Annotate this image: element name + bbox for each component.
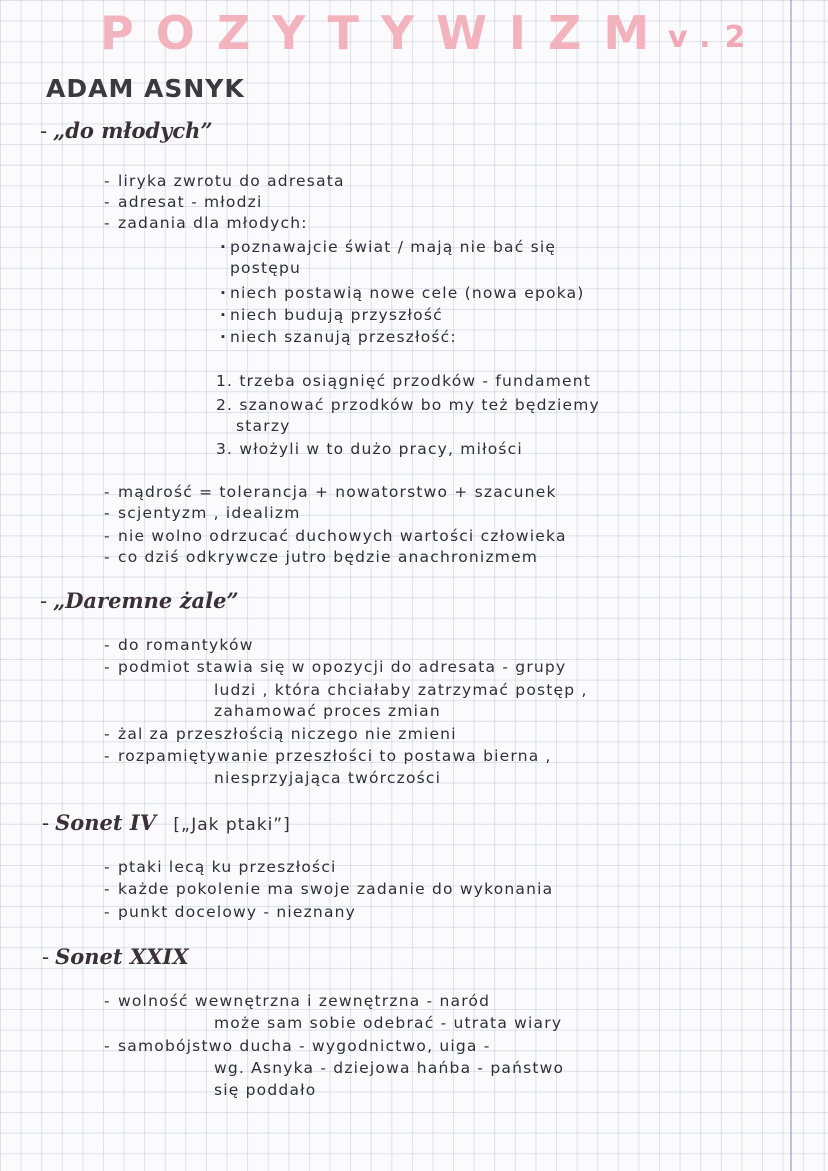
heading-text: Sonet IV (55, 810, 157, 835)
heading-text: „do młodych” (53, 118, 213, 143)
note-line: - samobójstwo ducha - wygodnictwo, uiga - (118, 1037, 491, 1055)
section-heading-sonet-iv (42, 810, 291, 835)
section-heading-sonet-xxix (42, 944, 189, 969)
note-line: - do romantyków (118, 636, 254, 654)
note-line: · niech szanują przeszłość: (230, 328, 457, 346)
note-line: może sam sobie odebrać - utrata wiary (214, 1014, 563, 1032)
dash-marker: - (40, 589, 48, 613)
page-margin-line (790, 0, 792, 1171)
dash-marker: - (42, 811, 50, 835)
note-line: - scjentyzm , idealizm (118, 504, 301, 522)
note-line: 2. szanować przodków bo my też będziemy (216, 396, 600, 414)
note-line: - adresat - młodzi (118, 193, 262, 211)
note-line: starzy (236, 417, 291, 435)
note-line: wg. Asnyka - dziejowa hańba - państwo (214, 1059, 565, 1077)
note-line: - liryka zwrotu do adresata (118, 172, 345, 190)
note-line: niesprzyjająca twórczości (214, 769, 442, 787)
note-line: - każde pokolenie ma swoje zadanie do wykonania (118, 880, 553, 898)
note-line: - ptaki lecą ku przeszłości (118, 858, 337, 876)
note-line: 1. trzeba osiągnięć przodków - fundament (216, 372, 592, 390)
note-line: - żal za przeszłością niczego nie zmieni (118, 725, 457, 743)
note-line: postępu (230, 259, 302, 277)
note-line: - nie wolno odrzucać duchowych wartości człowieka (118, 527, 567, 545)
heading-subtitle: [„Jak ptaki”] (173, 815, 291, 835)
note-line: - zadania dla młodych: (118, 214, 308, 232)
note-line: - mądrość = tolerancja + nowatorstwo + szacunek (118, 483, 557, 501)
heading-text: Sonet XXIX (55, 944, 189, 969)
note-line: - punkt docelowy - nieznany (118, 903, 356, 921)
title-main: POZYTYWIZM (100, 6, 672, 60)
note-line: · niech budują przyszłość (230, 306, 443, 324)
section-heading-daremne-zale (40, 588, 239, 613)
note-line: - rozpamiętywanie przeszłości to postawa bierna , (118, 747, 552, 765)
note-line: · niech postawią nowe cele (nowa epoka) (230, 284, 585, 302)
note-line: ludzi , która chciałaby zatrzymać postęp , (214, 681, 588, 699)
note-line: · poznawajcie świat / mają nie bać się (230, 238, 556, 256)
page-title (100, 6, 760, 60)
note-line: - podmiot stawia się w opozycji do adresata - grupy (118, 658, 566, 676)
note-line: zahamować proces zmian (214, 702, 441, 720)
note-line: - co dziś odkrywcze jutro będzie anachronizmem (118, 548, 538, 566)
dash-marker: - (40, 119, 48, 143)
section-heading-do-mlodych (40, 118, 213, 143)
author-heading: ADAM ASNYK (46, 74, 245, 103)
note-line: 3. włożyli w to dużo pracy, miłości (216, 440, 523, 458)
dash-marker: - (42, 945, 50, 969)
title-version: v.2 (668, 20, 760, 55)
note-line: się poddało (214, 1081, 317, 1099)
note-line: - wolność wewnętrzna i zewnętrzna - naród (118, 992, 490, 1010)
heading-text: „Daremne żale” (53, 588, 239, 613)
